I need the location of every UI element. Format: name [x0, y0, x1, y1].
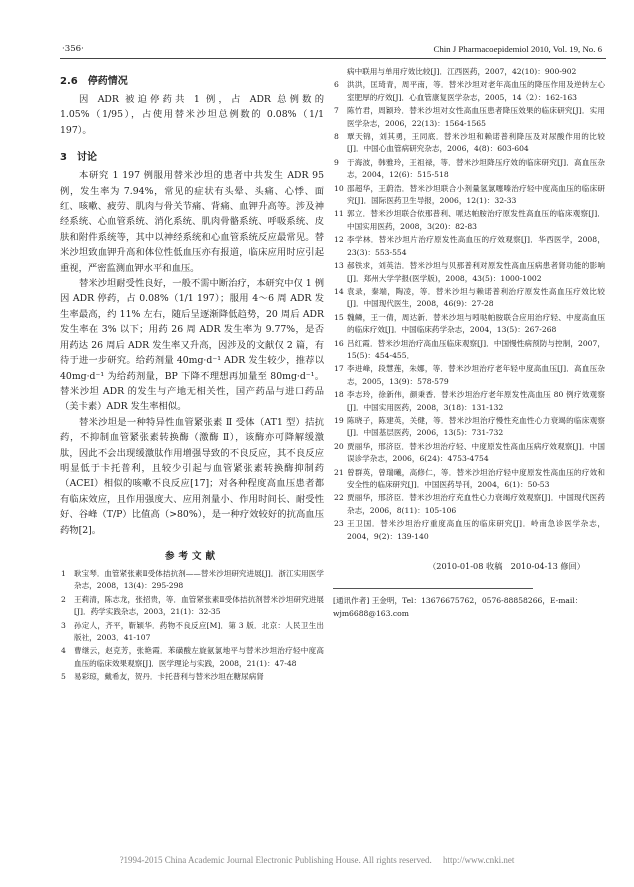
- reference-number: 21: [334, 467, 344, 477]
- reference-item: [333, 467, 605, 492]
- reference-list-right: [333, 66, 605, 543]
- reference-number: 1: [61, 568, 66, 578]
- reference-text: 魏鳞，王一倩，周达新．替米沙坦与吲哒帕胺联合应用治疗轻、中度高血压的临床疗效[J]．中国临床药学杂志，2004，13(5)：267-268: [347, 312, 605, 335]
- reference-text: 郭立．替米沙坦联合依那普利、哌达帕胺治疗原发性高血压的临床观察[J]．中国实用医药，2008，3(20)：82-83: [347, 209, 605, 231]
- reference-item: [333, 441, 605, 466]
- reference-text: 孙定人，齐平，靳颖华．药物不良反应[M]．第 3 版．北京：人民卫生出版社，2003．41-107: [74, 620, 324, 642]
- reference-text: 吕红霞．替米沙坦治疗高血压临床观察[J]．中国慢性病预防与控制，2007，15(5)：454-455．: [347, 338, 605, 360]
- reference-number: 11: [334, 209, 344, 219]
- reference-number: 9: [334, 157, 339, 167]
- reference-text: 覃天锦，刘其勇，王同底．替米沙坦和赖诺普利降压及对尿酸作用的比较[J]．中国心血管病研究杂志，2006，4(8)：603-604: [347, 132, 605, 154]
- reference-number: 4: [61, 646, 66, 656]
- reference-number: 20: [334, 441, 344, 451]
- reference-item: [333, 338, 605, 363]
- reference-number: 22: [334, 493, 344, 503]
- reference-item: [333, 79, 605, 104]
- references-heading: 参考文献: [164, 550, 219, 562]
- reference-text: 陈竹君，周颖玲．替米沙坦对女性高血压患者降压效果的临床研究[J]．实用医学杂志，2006，22(13)：1564-1565: [347, 106, 605, 128]
- reference-text: 王卫国．替米沙坦治疗重度高血压的临床研究[J]．岭南急诊医学杂志，2004，9(2)：139-140: [347, 519, 605, 541]
- reference-text: 洪洪，匡琦青，周平南，等．替米沙坦对老年高血压的降压作用及逆转左心室肥厚的疗效[J]．心血管康复医学杂志，2005，14（2）：162-163: [347, 80, 605, 102]
- reference-number: 19: [334, 415, 344, 425]
- paragraph-discussion-1: 本研究 1 197 例服用替米沙坦的患者中共发生 ADR 95 例，发生率为 7.94%，常见的症状有头晕、头痛、心悸、面红、咳嗽、疲劳、肌肉与骨关节痛、背痛、血钾升高等。涉及神经系统、心血管系统、消化系统、肌肉骨骼系统、呼吸系统、皮肤和附件系统等，其中以神经系统和心血管系统反应最常见。替米沙坦致血钾升高和体位性低血压亦有报道，临床应用时应引起重视，严密监测血钾水平和血压。: [60, 170, 324, 274]
- page-number: ·356·: [62, 44, 84, 54]
- reference-item: [333, 105, 605, 130]
- footnote-rule: [333, 588, 533, 589]
- reference-number: 6: [334, 80, 339, 90]
- reference-text: 贾丽华，邢济臣．替米沙坦治疗轻、中度原发性高血压病疗效观察[J]．中国误诊学杂志，2006，6(24)：4753-4754: [347, 441, 605, 464]
- paragraph-discussion-2: 替米沙坦耐受性良好，一般不需中断治疗，本研究中仅 1 例因 ADR 停药，占 0.08%（1/1 197）；服用 4～6 周 ADR 发生率最高，约 11% 左右，随后呈逐渐降低趋势，20 周后 ADR 发生率在 3% 以下；用药 26 周 ADR 发生率为 9.77%，是否用药达 26 周后 ADR 发生率又升高，因涉及的文献仅 2 篇，有待于进一步研究。给药剂量 40mg·d⁻¹ ADR 发生较少，推荐以 40mg·d⁻¹ 为给药剂量，BP 下降不理想再加量至 80mg·d⁻¹。替米沙坦 ADR 的发生与产地无相关性，国产药品与进口药品（美卡素）ADR 发生率相似。: [60, 278, 324, 413]
- section-heading-2-6: 2.6 停药情况: [60, 76, 128, 87]
- reference-text: 于海波，韩雅玲，王祖禄，等．替米沙坦降压疗效的临床研究[J]．高血压杂志，2004，12(6)：515-518: [347, 157, 605, 180]
- journal-citation: Chin J Pharmacoepidemiol 2010, Vol. 19, No. 6: [433, 44, 602, 54]
- paragraph-discussion-3: 替米沙坦是一种特异性血管紧张素 Ⅱ 受体（AT1 型）拮抗药，不抑制血管紧张素转换酶（激酶 Ⅱ），该酶亦可降解缓激肽，因此不会出现缓激肽作用增强导致的不良反应，其不良反应明显低于卡托普利，且较少引起与血管紧张素转换酶抑制药（ACEI）相似的咳嗽不良反应[17]；对各种程度高血压患者都有临床效应，且作用强度大、应用剂量小、作用时间长、耐受性好、谷峰（T/P）比值高（>80%），是一种疗效较好的抗高血压药物[2]。: [60, 416, 324, 536]
- reference-item: [333, 183, 605, 208]
- reference-item: [333, 518, 605, 543]
- reference-number: 18: [334, 390, 344, 400]
- reference-number: 17: [334, 364, 344, 374]
- header-rule: [60, 58, 606, 59]
- reference-number: 14: [334, 286, 344, 296]
- reference-item: [60, 645, 324, 670]
- reference-number: 2: [61, 594, 66, 604]
- right-column: [333, 66, 605, 620]
- reference-item: [333, 312, 605, 337]
- reference-number: 23: [334, 519, 344, 529]
- reference-item: [333, 234, 605, 259]
- reference-text: 李进峰，段慧莲，朱娜，等．替米沙坦治疗老年轻中度高血压[J]．高血压杂志，2005，13(9)：578-579: [347, 364, 605, 386]
- reference-item: [333, 260, 605, 285]
- reference-item: [333, 131, 605, 156]
- reference-number: 15: [334, 312, 344, 322]
- reference-text: 贾丽华，邢济臣．替米沙坦治疗充血性心力衰竭疗效观察[J]．中国现代医药杂志，2006，8(11)：105-106: [347, 493, 605, 515]
- reference-number: 7: [334, 106, 339, 116]
- reference-text: 李志玲，徐新伟，颜秉香．替米沙坦治疗老年原发性高血压 80 例疗效观察[J]．中国实用医药，2008，3(18)：131-132: [347, 390, 605, 412]
- reference-text: 易彩琼，戴希友，贺丹．卡托普利与替米沙坦在糖尿病肾: [74, 672, 264, 682]
- reference-number: 10: [334, 183, 344, 193]
- paragraph-drug-withdrawal: 因 ADR 被迫停药共 1 例，占 ADR 总例数的 1.05%（1/95），占使用替米沙坦总例数的 0.08%（1/1 197）。: [60, 94, 324, 136]
- reference-list-left: [60, 568, 324, 684]
- reference-item: [60, 594, 324, 619]
- reference-number: 12: [334, 235, 344, 245]
- reference-number: 5: [61, 672, 66, 682]
- reference-text: 曹继云，赵克芳，张艳霞．苯磺酸左旋氨氯地平与替米沙坦治疗轻中度高血压的临床效果观察[J]．医学理论与实践，2008，21(1)：47-48: [74, 646, 324, 668]
- copyright-footer: ?1994-2015 China Academic Journal Electronic Publishing House. All rights reserved. http://www.cnki.net: [119, 855, 515, 865]
- reference-text: 陈晓子，陈建英，关健，等．替米沙坦治疗慢性充血性心力衰竭的临床观察[J]．中国基层医药，2006，13(5)：731-732: [347, 415, 605, 438]
- reference-item: [60, 671, 324, 683]
- reference-item: [60, 620, 324, 645]
- reference-item: [60, 568, 324, 593]
- reference-item: [333, 389, 605, 414]
- reference-text: 李学林．替米沙坦片治疗原发性高血压的疗效观察[J]．华西医学，2008，23(3)：553-554: [347, 235, 605, 257]
- reference-item: [333, 286, 605, 311]
- reference-number: 8: [334, 132, 339, 142]
- reference-item: [333, 415, 605, 440]
- reference-item: [333, 66, 605, 78]
- reference-text: 郝铁求，刘英洁．替米沙坦与贝那普利对原发性高血压病患者肾功能的影响[J]．郑州大学学报(医学版)，2008，43(5)：1000-1002: [347, 261, 605, 283]
- reference-number: 13: [334, 261, 344, 271]
- section-heading-3: 3 讨论: [60, 152, 97, 164]
- reference-text: 袁录，秦端，陶凌，等．替米沙坦与赖诺普利治疗原发性高血压疗效比较[J]．中国现代医生，2008，46(9)：27-28: [347, 286, 605, 309]
- reference-text: 病中联用与单用疗效比较[J]．江西医药，2007，42(10)：900-902: [347, 67, 577, 76]
- reference-item: [333, 208, 605, 233]
- received-date: （2010-01-08 收稿 2010-04-13 修回）: [428, 561, 585, 572]
- reference-item: [333, 157, 605, 182]
- reference-item: [333, 363, 605, 388]
- reference-text: 耿宝琴．血管紧张素Ⅱ受体拮抗剂——替米沙坦研究进展[J]．浙江实用医学杂志，2008，13(4)：295-298: [74, 568, 324, 591]
- reference-text: 王莉清，陈志龙，张招贵，等．血管紧张素Ⅱ受体拮抗剂替米沙坦研究进展[J]．药学实践杂志，2003，21(1)：32-35: [74, 594, 324, 617]
- reference-item: [333, 492, 605, 517]
- reference-text: 邵超华，王蔚浩．替米沙坦联合小剂量氢氯噻嗪治疗轻中度高血压的临床研究[J]．国际医药卫生导报，2006，12(1)：32-33: [347, 183, 605, 206]
- corresponding-author: [通讯作者] 王金明，Tel：13676675762，0576-88858266，E-mail：wjm6688@163.com: [333, 596, 583, 618]
- left-column: [60, 66, 324, 685]
- reference-number: 3: [61, 620, 66, 630]
- reference-text: 曾群英，曾瑞曦，高修仁，等．替米沙坦治疗轻中度原发性高血压的疗效和安全性的临床研究[J]．中国医药导刊，2004，6(1)：50-53: [347, 467, 605, 489]
- reference-number: 16: [334, 338, 344, 348]
